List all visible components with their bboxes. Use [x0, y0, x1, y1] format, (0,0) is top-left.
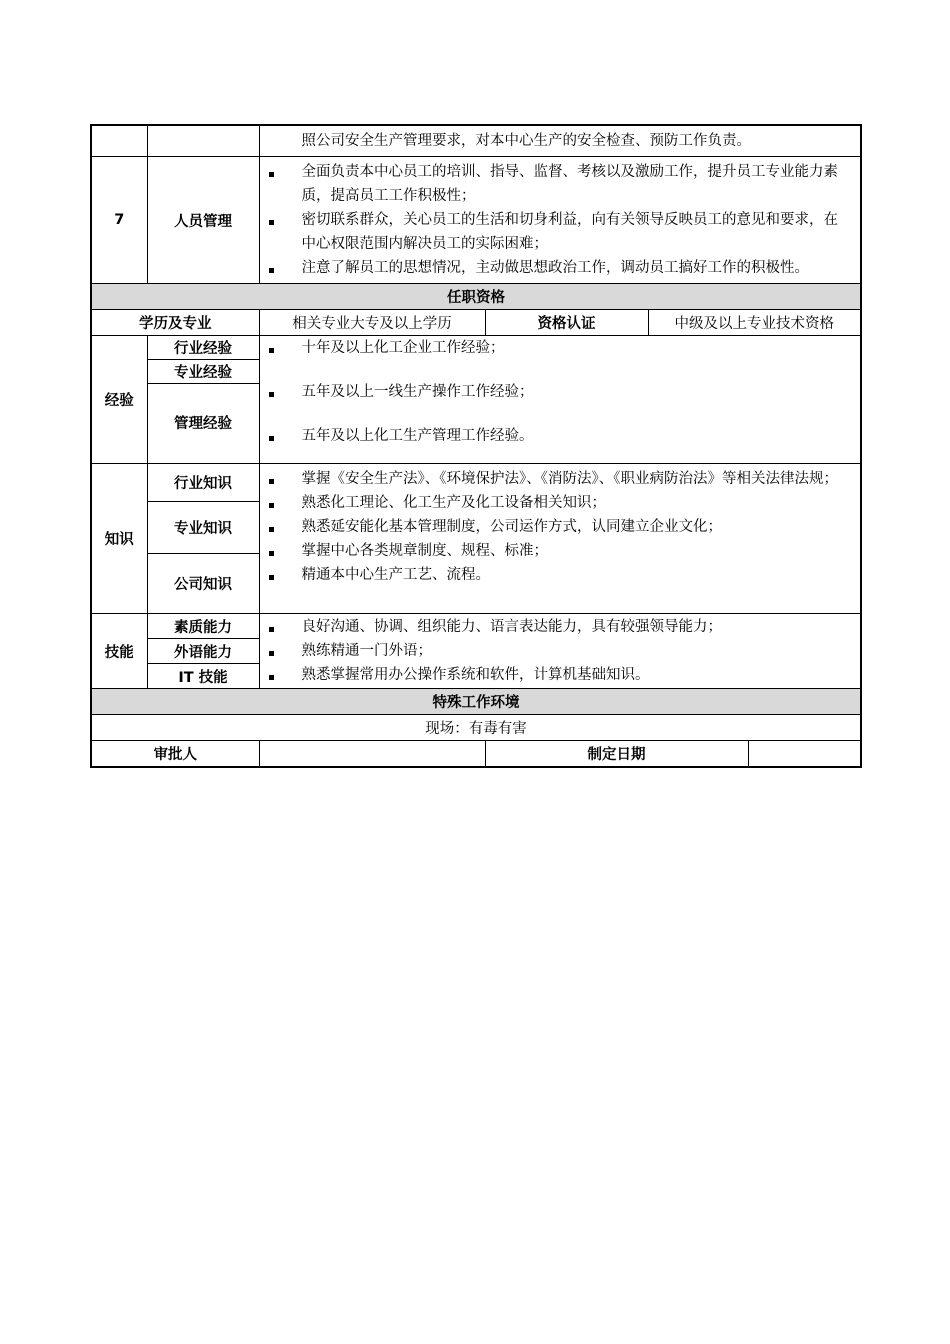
- continued-duty-text-cell: [259, 125, 861, 157]
- skills-sub-it: IT 技能: [147, 664, 259, 689]
- job-description-table: [90, 124, 862, 768]
- experience-items-list: [260, 336, 861, 451]
- continued-number-cell: [91, 125, 147, 157]
- list-item: 全面负责本中心员工的培训、指导、监督、考核以及激励工作，提升员工专业能力素质，提高员工工作积极性；: [260, 160, 853, 208]
- skills-sub-language: 外语能力: [147, 639, 259, 664]
- list-item: 熟悉化工理论、化工生产及化工设备相关知识；: [260, 491, 853, 515]
- cert-value: 中级及以上专业技术资格: [648, 310, 861, 336]
- experience-items-cell: [259, 336, 861, 464]
- list-item: 掌握《安全生产法》、《环境保护法》、《消防法》、《职业病防治法》等相关法律法规；: [260, 467, 853, 491]
- knowledge-sub-professional: 专业知识: [147, 502, 259, 554]
- qualifications-section-row: [91, 284, 861, 310]
- approver-label: 审批人: [91, 741, 259, 767]
- list-item: 良好沟通、协调、组织能力、语言表达能力，具有较强领导能力；: [260, 615, 853, 639]
- knowledge-label: 知识: [91, 464, 147, 614]
- list-item: 熟悉掌握常用办公操作系统和软件，计算机基础知识。: [260, 663, 853, 687]
- experience-label: 经验: [91, 336, 147, 464]
- date-value: [748, 741, 861, 767]
- approval-row: [91, 741, 861, 767]
- skills-label: 技能: [91, 614, 147, 689]
- duty-items-cell: [259, 157, 861, 284]
- continued-duty-row: [91, 125, 861, 157]
- skills-sub-quality: 素质能力: [147, 614, 259, 639]
- knowledge-sub-company: 公司知识: [147, 554, 259, 614]
- knowledge-items-cell: [259, 464, 861, 614]
- experience-sub-industry: 行业经验: [147, 336, 259, 360]
- date-label: 制定日期: [485, 741, 748, 767]
- skills-items-cell: [259, 614, 861, 689]
- list-item: 十年及以上化工企业工作经验；: [260, 336, 853, 360]
- duty-row-7: [91, 157, 861, 284]
- continued-duty-text: 照公司安全生产管理要求，对本中心生产的安全检查、预防工作负责。: [301, 133, 751, 149]
- education-label: 学历及专业: [91, 310, 259, 336]
- education-value: 相关专业大专及以上学历: [259, 310, 485, 336]
- experience-sub-professional: 专业经验: [147, 360, 259, 384]
- knowledge-items-list: [260, 464, 861, 590]
- environment-value-row: [91, 715, 861, 741]
- duty-number: 7: [91, 157, 147, 284]
- experience-row-1: [91, 336, 861, 360]
- list-item: 掌握中心各类规章制度、规程、标准；: [260, 539, 853, 563]
- list-item: 注意了解员工的思想情况，主动做思想政治工作，调动员工搞好工作的积极性。: [260, 256, 853, 280]
- list-item: 精通本中心生产工艺、流程。: [260, 563, 853, 587]
- cert-label: 资格认证: [485, 310, 648, 336]
- environment-section-title: 特殊工作环境: [91, 689, 861, 715]
- skills-row-1: [91, 614, 861, 639]
- skills-items-list: [260, 614, 861, 688]
- list-item: 熟练精通一门外语；: [260, 639, 853, 663]
- list-item: 密切联系群众，关心员工的生活和切身利益，向有关领导反映员工的意见和要求，在中心权限范围内解决员工的实际困难；: [260, 208, 853, 256]
- education-row: [91, 310, 861, 336]
- knowledge-row-1: [91, 464, 861, 502]
- experience-sub-management: 管理经验: [147, 384, 259, 464]
- duty-items-list: [260, 157, 861, 283]
- knowledge-sub-industry: 行业知识: [147, 464, 259, 502]
- list-item: 五年及以上化工生产管理工作经验。: [260, 424, 853, 448]
- continued-title-cell: [147, 125, 259, 157]
- approver-value: [259, 741, 485, 767]
- environment-value: 现场：有毒有害: [91, 715, 861, 741]
- list-item: 熟悉延安能化基本管理制度，公司运作方式，认同建立企业文化；: [260, 515, 853, 539]
- duty-title: 人员管理: [147, 157, 259, 284]
- qualifications-section-title: 任职资格: [91, 284, 861, 310]
- environment-section-row: [91, 689, 861, 715]
- list-item: 五年及以上一线生产操作工作经验；: [260, 380, 853, 404]
